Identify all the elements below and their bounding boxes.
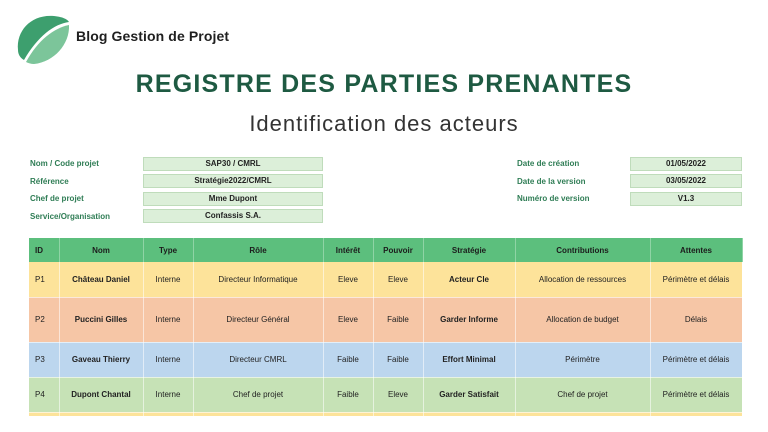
column-header-power: Pouvoir bbox=[373, 238, 423, 262]
cell-power: Faible bbox=[373, 297, 423, 342]
cell-strategy: Acteur Cle bbox=[423, 262, 515, 297]
table-row bbox=[29, 377, 742, 412]
brand-name: Blog Gestion de Projet bbox=[76, 28, 230, 44]
info-label: Numéro de version bbox=[517, 194, 590, 204]
page-title: REGISTRE DES PARTIES PRENANTES bbox=[135, 70, 633, 98]
cell-strategy: Garder Informe bbox=[423, 297, 515, 342]
cell-empty bbox=[373, 412, 423, 416]
column-header-strategy: Stratégie bbox=[423, 238, 515, 262]
column-header-id: ID bbox=[29, 238, 59, 262]
cell-type: Interne bbox=[143, 342, 193, 377]
cell-empty bbox=[29, 412, 59, 416]
cell-id: P3 bbox=[29, 342, 59, 377]
cell-id: P4 bbox=[29, 377, 59, 412]
info-value: 03/05/2022 bbox=[630, 174, 742, 188]
cell-interest: Faible bbox=[323, 377, 373, 412]
cell-empty bbox=[193, 412, 323, 416]
cell-interest: Eleve bbox=[323, 297, 373, 342]
table-row bbox=[29, 297, 742, 342]
cell-power: Faible bbox=[373, 342, 423, 377]
table-row bbox=[29, 262, 742, 297]
info-label: Nom / Code projet bbox=[30, 159, 99, 169]
cell-type: Interne bbox=[143, 297, 193, 342]
blog-logo-icon bbox=[14, 10, 70, 64]
cell-empty bbox=[323, 412, 373, 416]
info-value: Stratégie2022/CMRL bbox=[143, 174, 323, 188]
column-header-name: Nom bbox=[59, 238, 143, 262]
cell-interest: Eleve bbox=[323, 262, 373, 297]
table-row bbox=[29, 342, 742, 377]
info-value: SAP30 / CMRL bbox=[143, 157, 323, 171]
cell-name: Puccini Gilles bbox=[59, 297, 143, 342]
cell-power: Eleve bbox=[373, 377, 423, 412]
cell-name: Château Daniel bbox=[59, 262, 143, 297]
info-row-project-name bbox=[30, 155, 323, 173]
cell-type: Interne bbox=[143, 262, 193, 297]
cell-empty bbox=[515, 412, 650, 416]
cell-strategy: Effort Minimal bbox=[423, 342, 515, 377]
cell-expectations: Périmètre et délais bbox=[650, 377, 742, 412]
cell-role: Directeur Informatique bbox=[193, 262, 323, 297]
cell-empty bbox=[143, 412, 193, 416]
stakeholder-register-table bbox=[29, 238, 743, 417]
column-header-expectations: Attentes bbox=[650, 238, 742, 262]
info-row-reference bbox=[30, 173, 323, 191]
cell-power: Eleve bbox=[373, 262, 423, 297]
cell-role: Directeur CMRL bbox=[193, 342, 323, 377]
table-header-row bbox=[29, 238, 742, 262]
info-row-version-number bbox=[517, 190, 742, 208]
cell-id: P2 bbox=[29, 297, 59, 342]
cell-contributions: Chef de projet bbox=[515, 377, 650, 412]
cell-name: Gaveau Thierry bbox=[59, 342, 143, 377]
cell-expectations: Périmètre et délais bbox=[650, 342, 742, 377]
column-header-contributions: Contributions bbox=[515, 238, 650, 262]
project-info-right bbox=[517, 155, 742, 208]
info-label: Référence bbox=[30, 176, 69, 186]
cell-empty bbox=[650, 412, 742, 416]
cell-type: Interne bbox=[143, 377, 193, 412]
cell-role: Directeur Général bbox=[193, 297, 323, 342]
info-value: V1.3 bbox=[630, 192, 742, 206]
cell-id: P1 bbox=[29, 262, 59, 297]
info-label: Date de la version bbox=[517, 176, 586, 186]
cell-role: Chef de projet bbox=[193, 377, 323, 412]
cell-expectations: Délais bbox=[650, 297, 742, 342]
info-label: Service/Organisation bbox=[30, 211, 111, 221]
page-subtitle: Identification des acteurs bbox=[249, 111, 519, 136]
cell-empty bbox=[423, 412, 515, 416]
info-value: Mme Dupont bbox=[143, 192, 323, 206]
cell-interest: Faible bbox=[323, 342, 373, 377]
cell-contributions: Périmètre bbox=[515, 342, 650, 377]
cell-empty bbox=[59, 412, 143, 416]
info-label: Date de création bbox=[517, 159, 580, 169]
info-value: 01/05/2022 bbox=[630, 157, 742, 171]
info-row-version-date bbox=[517, 173, 742, 191]
info-value: Confassis S.A. bbox=[143, 209, 323, 223]
info-row-project-manager bbox=[30, 190, 323, 208]
column-header-role: Rôle bbox=[193, 238, 323, 262]
cell-strategy: Garder Satisfait bbox=[423, 377, 515, 412]
cell-name: Dupont Chantal bbox=[59, 377, 143, 412]
column-header-type: Type bbox=[143, 238, 193, 262]
info-label: Chef de projet bbox=[30, 194, 84, 204]
table-row-partial bbox=[29, 412, 742, 416]
info-row-creation-date bbox=[517, 155, 742, 173]
cell-contributions: Allocation de ressources bbox=[515, 262, 650, 297]
project-info-left bbox=[30, 155, 323, 225]
cell-contributions: Allocation de budget bbox=[515, 297, 650, 342]
column-header-interest: Intérêt bbox=[323, 238, 373, 262]
info-row-organisation bbox=[30, 208, 323, 226]
cell-expectations: Périmètre et délais bbox=[650, 262, 742, 297]
